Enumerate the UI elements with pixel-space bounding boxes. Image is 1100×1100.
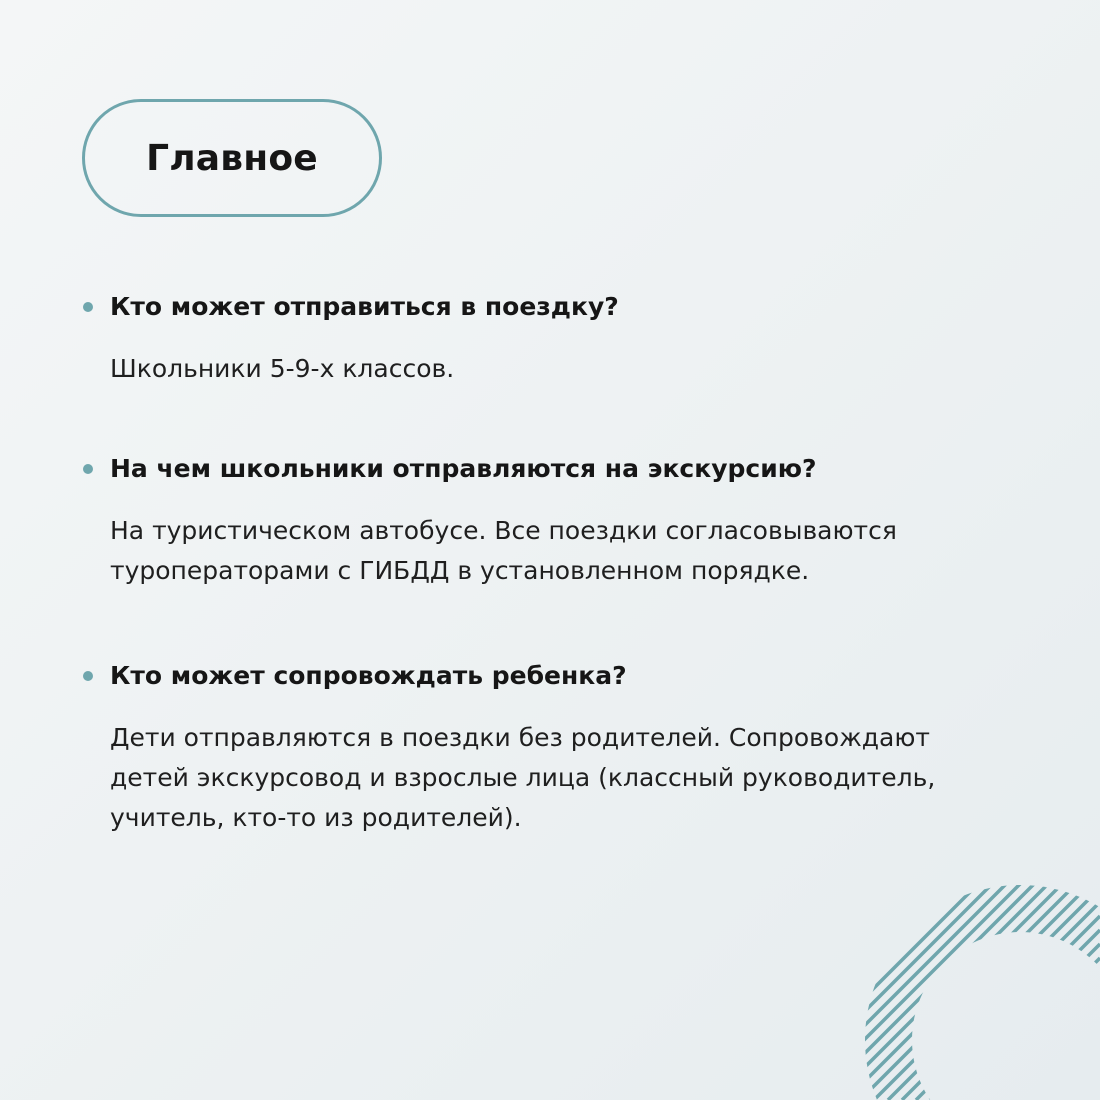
qa-item	[82, 451, 982, 591]
answer-text: На туристическом автобусе. Все поездки согласовываются туроператорами с ГИБДД в установленном порядке.	[110, 516, 897, 585]
answer-text: Школьники 5-9-х классов.	[110, 354, 455, 383]
title-pill	[82, 99, 382, 217]
question-row	[82, 289, 982, 325]
bullet-dot-icon	[83, 671, 93, 681]
answer-text: Дети отправляются в поездки без родителей. Сопровождают детей экскурсовод и взрослые лица (классный руководитель, учитель, кто-то из родителей).	[110, 723, 936, 832]
question-text: Кто может сопровождать ребенка?	[110, 661, 627, 690]
page-title: Главное	[146, 137, 318, 179]
question-text: На чем школьники отправляются на экскурсию?	[110, 454, 817, 483]
bullet-dot-icon	[83, 464, 93, 474]
question-text: Кто может отправиться в поездку?	[110, 292, 619, 321]
qa-item	[82, 658, 982, 838]
qa-item	[82, 289, 982, 389]
bullet-dot-icon	[83, 302, 93, 312]
question-row	[82, 451, 982, 487]
question-row	[82, 658, 982, 694]
